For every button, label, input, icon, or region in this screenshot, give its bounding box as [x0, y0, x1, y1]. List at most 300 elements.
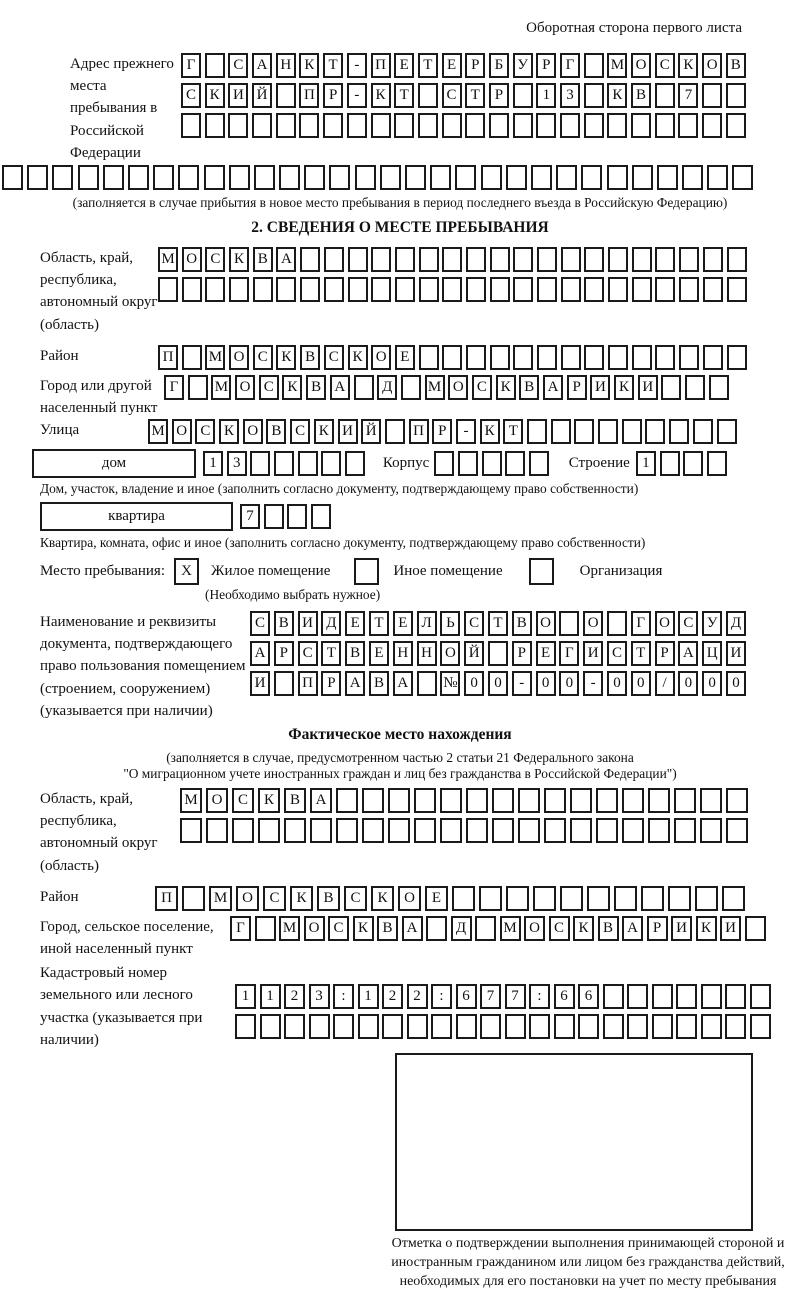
char-box[interactable]: О — [702, 53, 722, 78]
char-box[interactable]: 0 — [536, 671, 556, 696]
char-box[interactable]: О — [243, 419, 263, 444]
char-box[interactable]: М — [180, 788, 202, 813]
char-box[interactable]: О — [229, 345, 249, 370]
char-box[interactable]: М — [209, 886, 232, 911]
char-box[interactable]: У — [702, 611, 722, 636]
char-box[interactable] — [750, 984, 771, 1009]
char-box[interactable] — [434, 451, 454, 476]
char-box[interactable] — [300, 247, 320, 272]
char-box[interactable] — [607, 165, 628, 190]
char-box[interactable]: О — [536, 611, 556, 636]
char-box[interactable]: С — [324, 345, 344, 370]
char-box[interactable]: С — [298, 641, 318, 666]
char-box[interactable] — [570, 788, 592, 813]
char-box[interactable] — [674, 818, 696, 843]
char-box[interactable] — [685, 375, 705, 400]
char-box[interactable]: В — [253, 247, 273, 272]
char-box[interactable]: В — [726, 53, 746, 78]
char-box[interactable] — [584, 113, 604, 138]
char-box[interactable]: О — [304, 916, 325, 941]
char-box[interactable]: О — [235, 375, 255, 400]
char-box[interactable] — [645, 419, 665, 444]
char-box[interactable]: Е — [395, 345, 415, 370]
char-box[interactable]: О — [448, 375, 468, 400]
char-box[interactable] — [235, 1014, 256, 1039]
char-box[interactable] — [622, 419, 642, 444]
char-box[interactable]: П — [155, 886, 178, 911]
char-box[interactable]: Й — [252, 83, 272, 108]
char-box[interactable] — [574, 419, 594, 444]
char-box[interactable] — [481, 165, 502, 190]
char-box[interactable]: / — [655, 671, 675, 696]
char-box[interactable] — [488, 641, 508, 666]
char-box[interactable] — [260, 1014, 281, 1039]
char-box[interactable] — [536, 113, 556, 138]
char-box[interactable]: П — [409, 419, 429, 444]
char-box[interactable] — [679, 247, 699, 272]
char-box[interactable] — [276, 113, 296, 138]
char-box[interactable] — [205, 53, 225, 78]
char-box[interactable]: Т — [369, 611, 389, 636]
char-box[interactable] — [431, 1014, 452, 1039]
char-box[interactable] — [584, 277, 604, 302]
char-box[interactable]: С — [328, 916, 349, 941]
char-box[interactable] — [466, 788, 488, 813]
char-box[interactable]: С — [195, 419, 215, 444]
char-box[interactable]: Ь — [440, 611, 460, 636]
char-box[interactable] — [578, 1014, 599, 1039]
char-box[interactable] — [336, 788, 358, 813]
char-box[interactable]: С — [228, 53, 248, 78]
char-box[interactable]: П — [158, 345, 178, 370]
char-box[interactable] — [726, 788, 748, 813]
char-box[interactable]: С — [181, 83, 201, 108]
char-box[interactable]: М — [148, 419, 168, 444]
char-box[interactable] — [608, 345, 628, 370]
char-box[interactable] — [551, 419, 571, 444]
char-box[interactable] — [722, 886, 745, 911]
char-box[interactable] — [279, 165, 300, 190]
char-box[interactable]: В — [284, 788, 306, 813]
char-box[interactable]: 1 — [260, 984, 281, 1009]
char-box[interactable]: Д — [451, 916, 472, 941]
char-box[interactable] — [527, 419, 547, 444]
char-box[interactable]: И — [228, 83, 248, 108]
char-box[interactable] — [466, 345, 486, 370]
char-box[interactable]: : — [529, 984, 550, 1009]
char-box[interactable] — [492, 788, 514, 813]
char-box[interactable]: К — [371, 886, 394, 911]
char-box[interactable]: У — [513, 53, 533, 78]
char-box[interactable] — [182, 345, 202, 370]
char-box[interactable] — [490, 345, 510, 370]
char-box[interactable] — [380, 165, 401, 190]
char-box[interactable] — [284, 818, 306, 843]
char-box[interactable] — [440, 818, 462, 843]
char-box[interactable] — [329, 165, 350, 190]
char-box[interactable] — [204, 165, 225, 190]
char-box[interactable] — [679, 277, 699, 302]
char-box[interactable] — [700, 788, 722, 813]
char-box[interactable] — [418, 83, 438, 108]
char-box[interactable] — [274, 451, 294, 476]
char-box[interactable]: К — [276, 345, 296, 370]
char-box[interactable]: В — [317, 886, 340, 911]
char-box[interactable] — [584, 247, 604, 272]
char-box[interactable] — [560, 886, 583, 911]
char-box[interactable] — [655, 345, 675, 370]
char-box[interactable] — [401, 375, 421, 400]
char-box[interactable] — [254, 165, 275, 190]
char-box[interactable] — [648, 818, 670, 843]
char-box[interactable] — [607, 611, 627, 636]
char-box[interactable] — [607, 113, 627, 138]
char-box[interactable] — [158, 277, 178, 302]
char-box[interactable]: Т — [323, 53, 343, 78]
cadastral-row-1[interactable] — [235, 984, 774, 1009]
char-box[interactable]: В — [306, 375, 326, 400]
char-box[interactable]: С — [253, 345, 273, 370]
char-box[interactable]: - — [512, 671, 532, 696]
char-box[interactable]: Е — [536, 641, 556, 666]
char-box[interactable] — [584, 345, 604, 370]
char-box[interactable] — [153, 165, 174, 190]
char-box[interactable] — [608, 247, 628, 272]
char-box[interactable]: О — [440, 641, 460, 666]
char-box[interactable] — [732, 165, 753, 190]
char-box[interactable] — [336, 818, 358, 843]
char-box[interactable] — [298, 451, 318, 476]
char-box[interactable]: К — [480, 419, 500, 444]
char-box[interactable] — [596, 818, 618, 843]
char-box[interactable] — [750, 1014, 771, 1039]
region-row-2[interactable] — [158, 277, 750, 302]
char-box[interactable] — [287, 504, 307, 529]
char-box[interactable]: С — [607, 641, 627, 666]
char-box[interactable]: П — [299, 83, 319, 108]
char-box[interactable]: К — [290, 886, 313, 911]
document-row-3[interactable] — [250, 671, 750, 696]
char-box[interactable]: И — [250, 671, 270, 696]
char-box[interactable]: Н — [417, 641, 437, 666]
char-box[interactable]: Л — [417, 611, 437, 636]
char-box[interactable]: 7 — [505, 984, 526, 1009]
city-row[interactable] — [164, 375, 733, 400]
char-box[interactable] — [726, 83, 746, 108]
char-box[interactable] — [388, 818, 410, 843]
char-box[interactable] — [726, 113, 746, 138]
char-box[interactable]: Е — [442, 53, 462, 78]
char-box[interactable]: А — [252, 53, 272, 78]
checkbox-organization[interactable] — [529, 558, 554, 585]
char-box[interactable]: 3 — [560, 83, 580, 108]
char-box[interactable] — [544, 788, 566, 813]
char-box[interactable] — [614, 886, 637, 911]
char-box[interactable]: 1 — [536, 83, 556, 108]
char-box[interactable] — [701, 1014, 722, 1039]
char-box[interactable]: К — [258, 788, 280, 813]
char-box[interactable]: К — [229, 247, 249, 272]
char-box[interactable]: М — [607, 53, 627, 78]
cadastral-row-2[interactable] — [235, 1014, 774, 1039]
char-box[interactable]: 0 — [726, 671, 746, 696]
char-box[interactable] — [674, 788, 696, 813]
char-box[interactable] — [466, 247, 486, 272]
char-box[interactable]: А — [678, 641, 698, 666]
char-box[interactable]: С — [472, 375, 492, 400]
char-box[interactable] — [490, 247, 510, 272]
char-box[interactable] — [274, 671, 294, 696]
char-box[interactable]: И — [590, 375, 610, 400]
char-box[interactable]: Т — [631, 641, 651, 666]
char-box[interactable]: С — [250, 611, 270, 636]
char-box[interactable] — [103, 165, 124, 190]
char-box[interactable]: - — [583, 671, 603, 696]
korpus-cells[interactable] — [434, 451, 552, 476]
char-box[interactable]: И — [298, 611, 318, 636]
char-box[interactable]: Г — [559, 641, 579, 666]
prev-address-row-1[interactable] — [181, 53, 750, 78]
char-box[interactable] — [655, 277, 675, 302]
char-box[interactable] — [560, 113, 580, 138]
house-cells[interactable] — [203, 451, 369, 476]
char-box[interactable] — [727, 345, 747, 370]
char-box[interactable] — [505, 451, 525, 476]
char-box[interactable]: А — [345, 671, 365, 696]
char-box[interactable]: 3 — [227, 451, 247, 476]
char-box[interactable] — [52, 165, 73, 190]
char-box[interactable] — [641, 886, 664, 911]
char-box[interactable] — [701, 984, 722, 1009]
char-box[interactable] — [442, 247, 462, 272]
char-box[interactable] — [309, 1014, 330, 1039]
char-box[interactable] — [655, 247, 675, 272]
char-box[interactable] — [304, 165, 325, 190]
char-box[interactable]: О — [655, 611, 675, 636]
char-box[interactable]: К — [314, 419, 334, 444]
char-box[interactable]: Т — [418, 53, 438, 78]
char-box[interactable]: С — [259, 375, 279, 400]
char-box[interactable]: К — [573, 916, 594, 941]
char-box[interactable]: К — [371, 83, 391, 108]
char-box[interactable]: : — [431, 984, 452, 1009]
char-box[interactable]: О — [182, 247, 202, 272]
char-box[interactable] — [603, 984, 624, 1009]
char-box[interactable]: К — [353, 916, 374, 941]
char-box[interactable]: С — [344, 886, 367, 911]
char-box[interactable] — [668, 886, 691, 911]
char-box[interactable]: И — [583, 641, 603, 666]
region-row-1[interactable] — [158, 247, 750, 272]
char-box[interactable]: П — [371, 53, 391, 78]
char-box[interactable] — [622, 818, 644, 843]
char-box[interactable] — [513, 277, 533, 302]
char-box[interactable] — [631, 113, 651, 138]
char-box[interactable] — [702, 113, 722, 138]
char-box[interactable]: 7 — [678, 83, 698, 108]
char-box[interactable]: 7 — [480, 984, 501, 1009]
char-box[interactable] — [506, 886, 529, 911]
char-box[interactable]: 3 — [309, 984, 330, 1009]
char-box[interactable] — [745, 916, 766, 941]
char-box[interactable] — [385, 419, 405, 444]
char-box[interactable] — [700, 818, 722, 843]
char-box[interactable]: 6 — [578, 984, 599, 1009]
char-box[interactable]: И — [338, 419, 358, 444]
char-box[interactable] — [703, 247, 723, 272]
char-box[interactable]: Й — [361, 419, 381, 444]
prev-address-row-2[interactable] — [181, 83, 750, 108]
char-box[interactable]: Р — [321, 671, 341, 696]
char-box[interactable]: О — [631, 53, 651, 78]
char-box[interactable]: С — [263, 886, 286, 911]
char-box[interactable] — [188, 375, 208, 400]
char-box[interactable]: К — [696, 916, 717, 941]
char-box[interactable]: В — [377, 916, 398, 941]
char-box[interactable] — [321, 451, 341, 476]
char-box[interactable] — [255, 916, 276, 941]
char-box[interactable]: Р — [432, 419, 452, 444]
char-box[interactable] — [371, 247, 391, 272]
char-box[interactable]: М — [211, 375, 231, 400]
char-box[interactable]: А — [393, 671, 413, 696]
char-box[interactable]: Г — [164, 375, 184, 400]
char-box[interactable] — [178, 165, 199, 190]
char-box[interactable] — [513, 345, 533, 370]
char-box[interactable]: О — [236, 886, 259, 911]
char-box[interactable] — [608, 277, 628, 302]
char-box[interactable] — [529, 1014, 550, 1039]
char-box[interactable]: А — [402, 916, 423, 941]
char-box[interactable] — [559, 611, 579, 636]
char-box[interactable] — [505, 1014, 526, 1039]
char-box[interactable] — [180, 818, 202, 843]
char-box[interactable]: 7 — [240, 504, 260, 529]
char-box[interactable] — [533, 886, 556, 911]
char-box[interactable]: В — [345, 641, 365, 666]
char-box[interactable] — [27, 165, 48, 190]
char-box[interactable] — [584, 83, 604, 108]
char-box[interactable] — [518, 788, 540, 813]
actual-district-row[interactable] — [155, 886, 749, 911]
char-box[interactable] — [544, 818, 566, 843]
char-box[interactable]: Б — [489, 53, 509, 78]
char-box[interactable] — [394, 113, 414, 138]
char-box[interactable] — [648, 788, 670, 813]
char-box[interactable]: Д — [321, 611, 341, 636]
char-box[interactable]: Р — [536, 53, 556, 78]
char-box[interactable] — [727, 277, 747, 302]
char-box[interactable]: О — [524, 916, 545, 941]
char-box[interactable]: Д — [377, 375, 397, 400]
char-box[interactable] — [683, 451, 703, 476]
char-box[interactable] — [466, 277, 486, 302]
char-box[interactable] — [414, 818, 436, 843]
char-box[interactable] — [333, 1014, 354, 1039]
char-box[interactable] — [709, 375, 729, 400]
char-box[interactable]: 0 — [559, 671, 579, 696]
char-box[interactable] — [419, 277, 439, 302]
char-box[interactable] — [228, 113, 248, 138]
char-box[interactable]: И — [726, 641, 746, 666]
char-box[interactable] — [475, 916, 496, 941]
char-box[interactable] — [603, 1014, 624, 1039]
char-box[interactable] — [622, 788, 644, 813]
char-box[interactable]: А — [276, 247, 296, 272]
char-box[interactable] — [442, 113, 462, 138]
char-box[interactable] — [252, 113, 272, 138]
char-box[interactable] — [492, 818, 514, 843]
char-box[interactable]: И — [720, 916, 741, 941]
char-box[interactable]: В — [519, 375, 539, 400]
checkbox-other-premises[interactable] — [354, 558, 379, 585]
char-box[interactable]: - — [347, 83, 367, 108]
char-box[interactable] — [717, 419, 737, 444]
char-box[interactable] — [347, 113, 367, 138]
char-box[interactable]: К — [299, 53, 319, 78]
char-box[interactable] — [678, 113, 698, 138]
char-box[interactable] — [417, 671, 437, 696]
char-box[interactable]: О — [398, 886, 421, 911]
char-box[interactable] — [703, 345, 723, 370]
char-box[interactable] — [537, 247, 557, 272]
char-box[interactable] — [358, 1014, 379, 1039]
char-box[interactable] — [395, 277, 415, 302]
char-box[interactable] — [419, 247, 439, 272]
char-box[interactable]: Д — [726, 611, 746, 636]
char-box[interactable]: М — [425, 375, 445, 400]
char-box[interactable] — [587, 886, 610, 911]
char-box[interactable] — [627, 984, 648, 1009]
char-box[interactable] — [250, 451, 270, 476]
char-box[interactable] — [276, 277, 296, 302]
char-box[interactable]: Р — [647, 916, 668, 941]
char-box[interactable] — [388, 788, 410, 813]
char-box[interactable] — [529, 451, 549, 476]
char-box[interactable]: 0 — [631, 671, 651, 696]
char-box[interactable] — [264, 504, 284, 529]
char-box[interactable]: 0 — [488, 671, 508, 696]
char-box[interactable]: Й — [464, 641, 484, 666]
char-box[interactable]: В — [598, 916, 619, 941]
char-box[interactable] — [440, 788, 462, 813]
char-box[interactable]: Т — [321, 641, 341, 666]
char-box[interactable] — [354, 375, 374, 400]
char-box[interactable]: Р — [655, 641, 675, 666]
char-box[interactable] — [596, 788, 618, 813]
char-box[interactable]: К — [348, 345, 368, 370]
char-box[interactable]: К — [219, 419, 239, 444]
char-box[interactable]: Р — [274, 641, 294, 666]
char-box[interactable] — [419, 345, 439, 370]
district-row[interactable] — [158, 345, 750, 370]
char-box[interactable] — [652, 1014, 673, 1039]
char-box[interactable] — [405, 165, 426, 190]
char-box[interactable] — [554, 1014, 575, 1039]
char-box[interactable]: 2 — [284, 984, 305, 1009]
char-box[interactable] — [584, 53, 604, 78]
char-box[interactable] — [78, 165, 99, 190]
char-box[interactable] — [490, 277, 510, 302]
char-box[interactable]: Ц — [702, 641, 722, 666]
char-box[interactable]: Г — [631, 611, 651, 636]
actual-region-row-2[interactable] — [180, 818, 752, 843]
char-box[interactable]: 0 — [607, 671, 627, 696]
char-box[interactable]: И — [638, 375, 658, 400]
char-box[interactable] — [669, 419, 689, 444]
char-box[interactable] — [561, 345, 581, 370]
char-box[interactable]: К — [607, 83, 627, 108]
